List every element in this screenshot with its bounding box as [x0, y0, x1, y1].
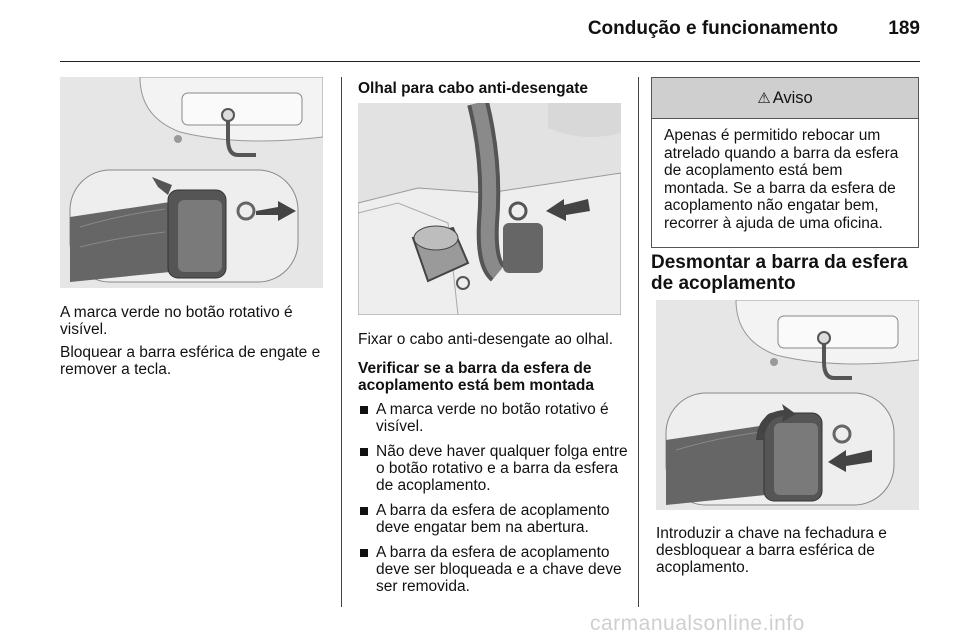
warning-text: Apenas é permitido rebocar um atrelado quando a barra da esfera de acoplamento está bem montada. Se a barra da esfera de acoplamento não engatar bem, recorrer à ajuda de uma oficina. — [664, 127, 899, 232]
paragraph-green-mark: A marca verde no botão rotativo é visível. — [60, 304, 293, 338]
warning-box — [651, 77, 919, 248]
header-rule — [60, 61, 920, 62]
check-item: A barra da esfera de acoplamento deve engatar bem na abertura. — [358, 502, 628, 536]
check-heading: Verificar se a barra da esfera de acoplamento está bem montada — [358, 360, 595, 394]
section-title: Condução e funcionamento — [587, 18, 838, 39]
paragraph-lock-and-remove: Bloquear a barra esférica de engate e remover a tecla. — [60, 344, 321, 378]
paragraph-insert-key: Introduzir a chave na fechadura e desbloquear a barra esférica de acoplamento. — [656, 525, 887, 576]
warning-triangle-icon: ⚠ — [757, 90, 771, 107]
dismount-heading: Desmontar a barra da esfera de acoplamento — [651, 252, 908, 294]
watermark: carmanualsonline.info — [590, 612, 805, 635]
eyelet-heading: Olhal para cabo anti-desengate — [358, 80, 588, 97]
check-item: Não deve haver qualquer folga entre o botão rotativo e a barra da esfera de acoplamento. — [358, 443, 628, 494]
figure-lock-key-removal — [60, 77, 323, 288]
figure-unlock-ball-bar — [656, 300, 919, 510]
page-header — [0, 0, 960, 60]
check-list — [358, 401, 628, 603]
page-number: 189 — [888, 18, 920, 39]
warning-title: Aviso — [772, 88, 813, 107]
warning-header — [652, 78, 918, 119]
column-divider-1 — [341, 77, 342, 607]
column-divider-2 — [638, 77, 639, 607]
figure-eyelet-cable — [358, 103, 621, 315]
check-item: A barra da esfera de acoplamento deve ser bloqueada e a chave deve ser removida. — [358, 544, 628, 595]
caption-attach-cable: Fixar o cabo anti-desengate ao olhal. — [358, 331, 614, 348]
check-item: A marca verde no botão rotativo é visível. — [358, 401, 628, 435]
